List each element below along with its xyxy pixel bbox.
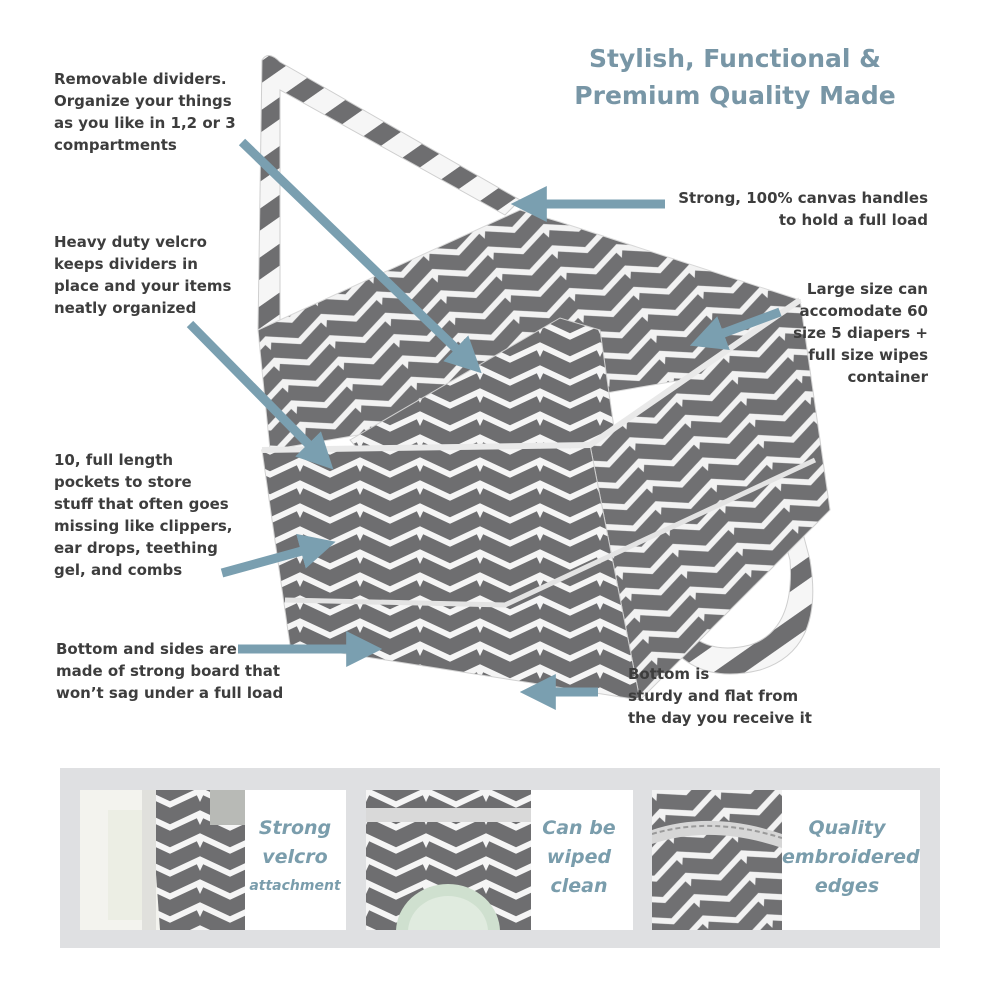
feature-flat-bottom — [628, 663, 812, 729]
feature-line: container — [847, 368, 928, 386]
feature-line: missing like clippers, — [54, 517, 233, 535]
basket-front-wall — [262, 445, 640, 700]
feature-line: ear drops, teething — [54, 539, 218, 557]
caption-line: clean — [550, 875, 608, 897]
card-caption — [240, 814, 346, 901]
card-caption — [534, 814, 624, 901]
headline — [560, 40, 910, 114]
caption-line: attachment — [249, 878, 341, 894]
caption-line: Can be — [542, 817, 616, 839]
feature-line: Bottom and sides are — [56, 640, 237, 658]
detail-card-velcro — [80, 790, 346, 930]
feature-line: to hold a full load — [778, 211, 928, 229]
caption-line: velcro — [262, 846, 328, 868]
feature-line: neatly organized — [54, 299, 197, 317]
caption-line: Strong — [258, 817, 332, 839]
embroidered-edge-photo — [652, 790, 782, 930]
caption-line: edges — [814, 875, 880, 897]
feature-line: size 5 diapers + — [793, 324, 928, 342]
feature-line: 10, full length — [54, 451, 174, 469]
feature-line: Bottom is — [628, 665, 710, 683]
feature-large-size — [793, 278, 928, 388]
feature-line: stuff that often goes — [54, 495, 229, 513]
feature-line: as you like in 1,2 or 3 — [54, 114, 236, 132]
feature-line: Strong, 100% canvas handles — [678, 189, 928, 207]
detail-card-wipe-clean — [366, 790, 633, 930]
feature-line: made of strong board that — [56, 662, 281, 680]
caption-line: Quality — [808, 817, 886, 839]
feature-line: full size wipes — [808, 346, 928, 364]
feature-line: accomodate 60 — [799, 302, 928, 320]
caption-line: embroidered — [782, 846, 920, 868]
feature-line: pockets to store — [54, 473, 192, 491]
feature-line: gel, and combs — [54, 561, 183, 579]
feature-line: keeps dividers in — [54, 255, 198, 273]
velcro-closeup-photo — [80, 790, 245, 930]
feature-canvas-handles — [678, 187, 928, 231]
feature-line: Organize your things — [54, 92, 232, 110]
feature-line: compartments — [54, 136, 177, 154]
headline-line-1: Stylish, Functional & — [589, 44, 881, 73]
feature-line: Heavy duty velcro — [54, 233, 207, 251]
headline-line-2: Premium Quality Made — [574, 81, 896, 110]
feature-removable-dividers — [54, 68, 236, 156]
feature-line: Large size can — [806, 280, 928, 298]
caption-line: wiped — [546, 846, 612, 868]
feature-velcro — [54, 231, 231, 319]
feature-pockets — [54, 449, 233, 581]
feature-strong-board — [56, 638, 283, 704]
feature-line: the day you receive it — [628, 709, 812, 727]
card-caption — [782, 814, 920, 901]
detail-card-embroidered-edges — [652, 790, 920, 930]
feature-line: Removable dividers. — [54, 70, 227, 88]
feature-line: place and your items — [54, 277, 232, 295]
feature-line: sturdy and flat from — [628, 687, 799, 705]
wipe-clean-photo — [366, 790, 531, 930]
feature-line: won’t sag under a full load — [56, 684, 284, 702]
